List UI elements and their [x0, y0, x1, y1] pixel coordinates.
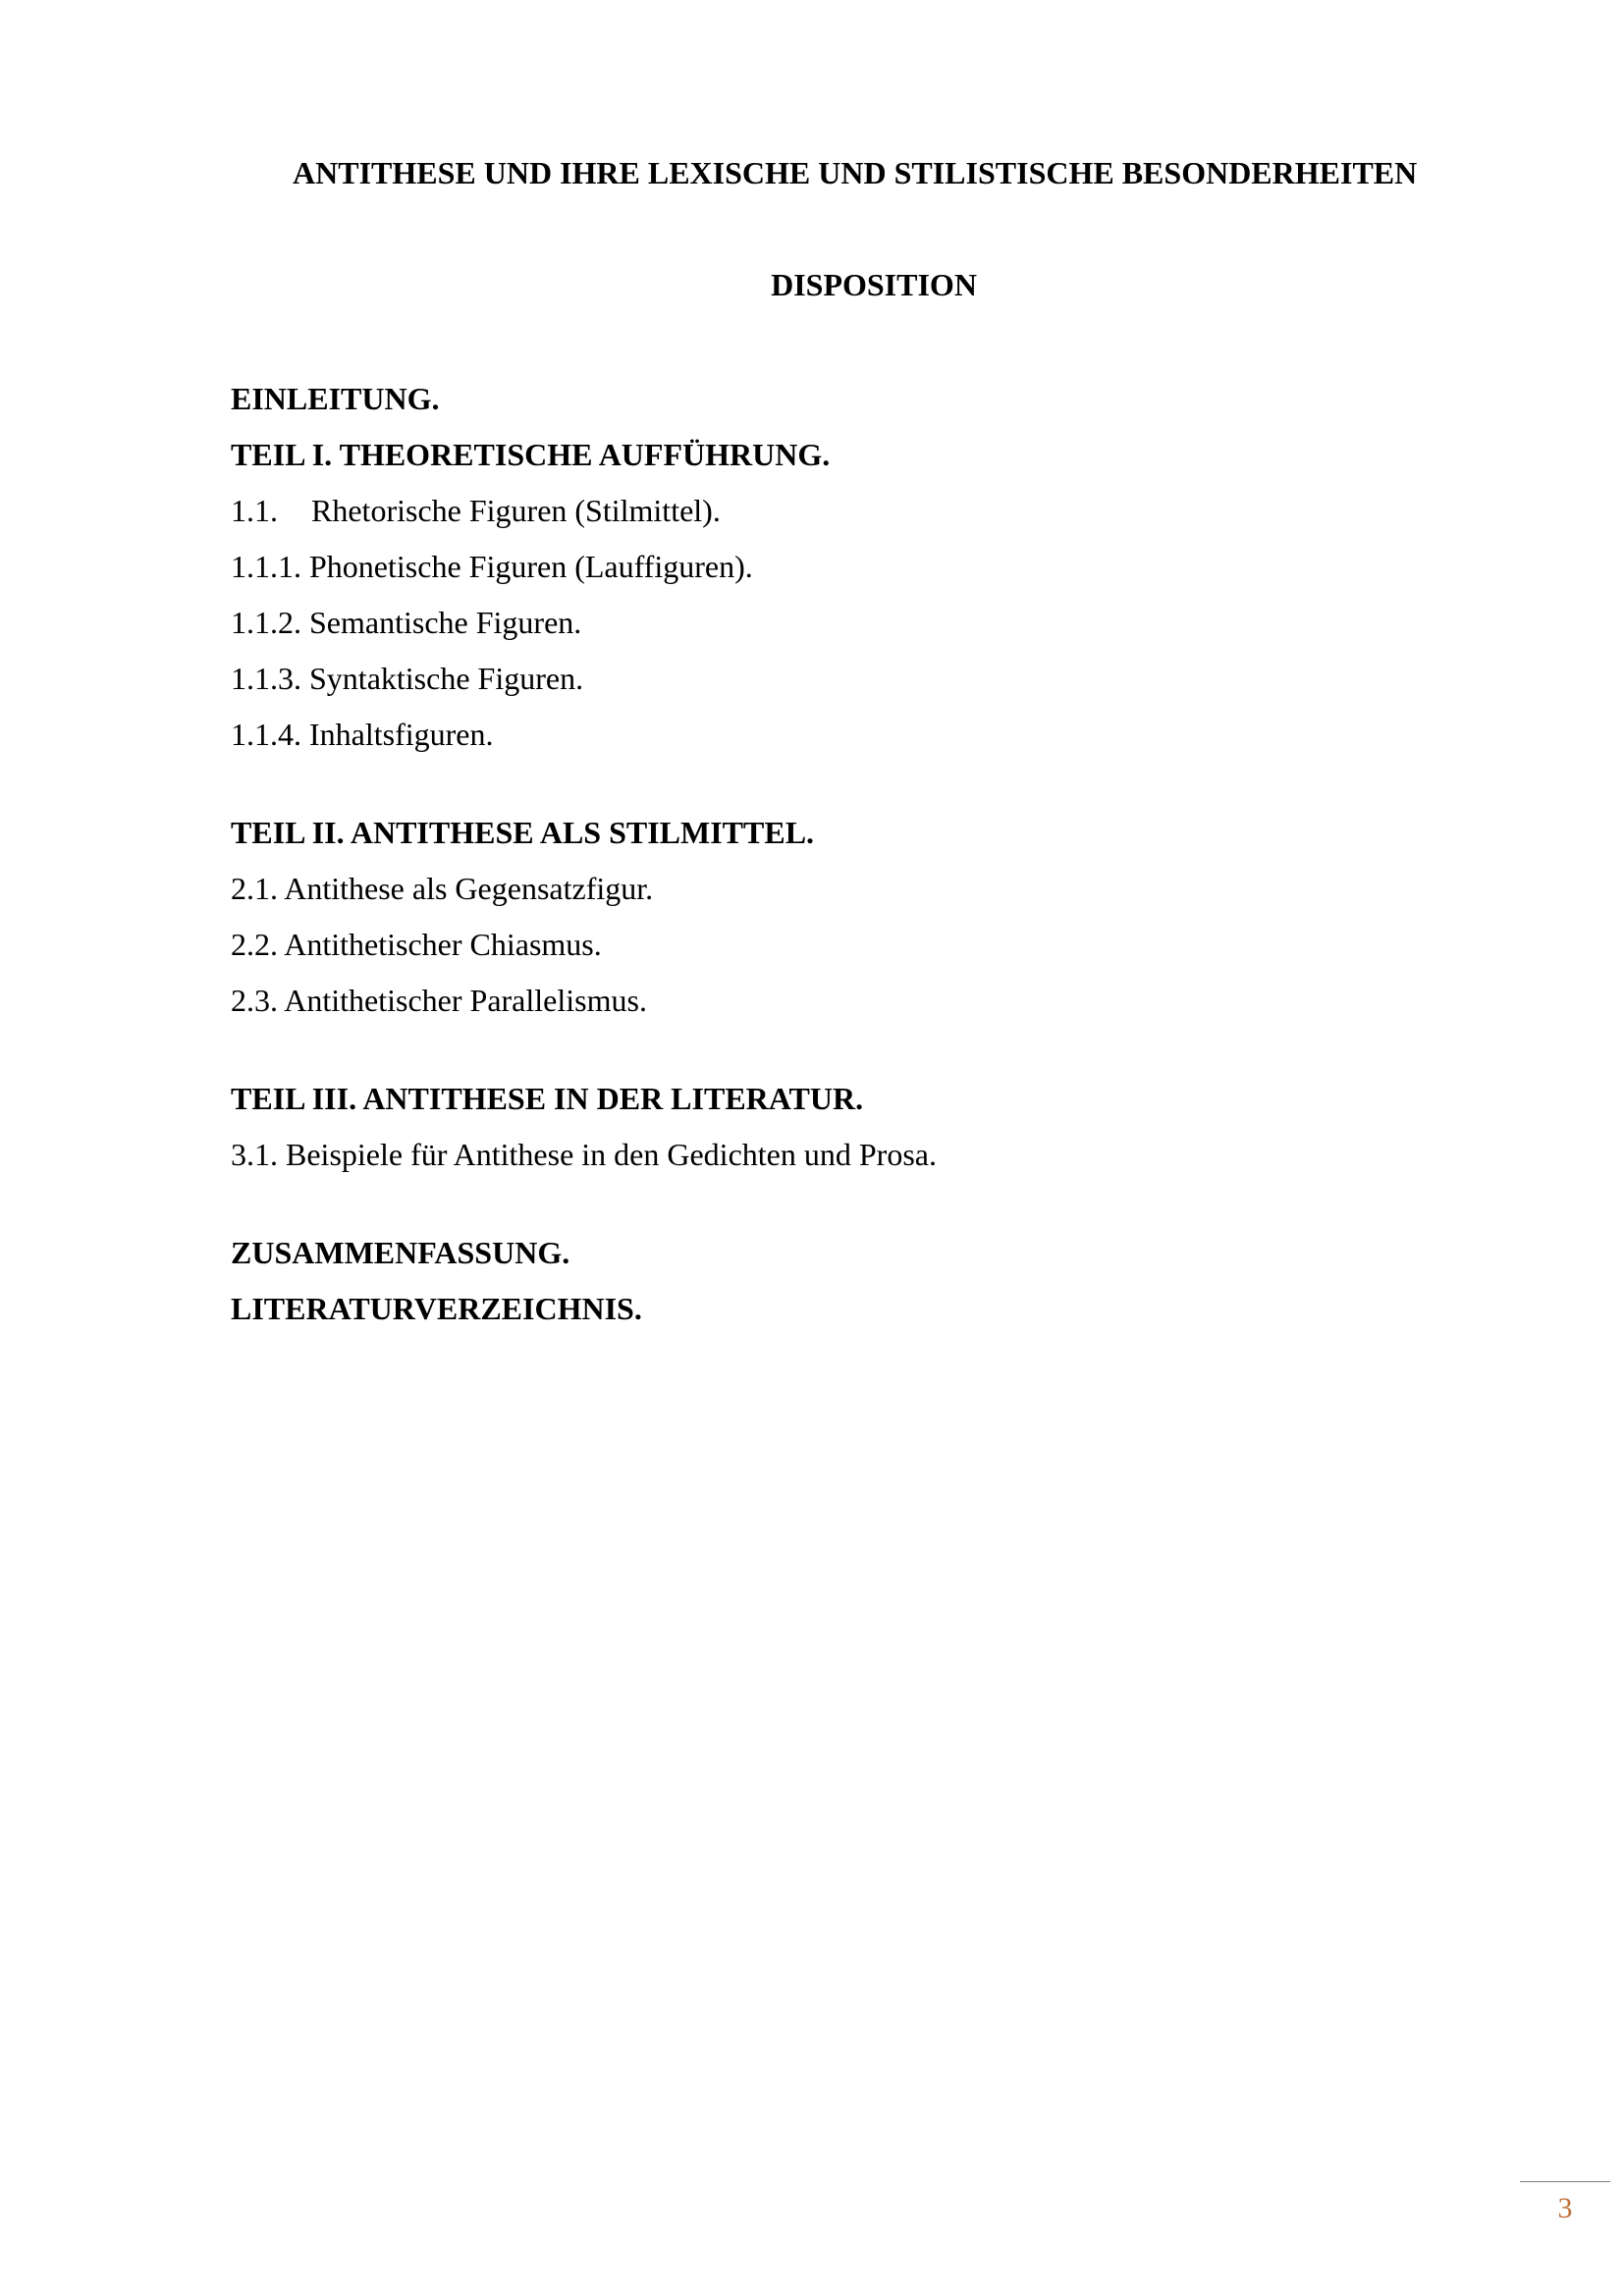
toc-teil-2-heading: TEIL II. ANTITHESE ALS STILMITTEL. — [231, 815, 815, 850]
document-title: ANTITHESE UND IHRE LEXISCHE UND STILISTISCHE BESONDERHEITEN — [293, 155, 1418, 190]
toc-item-1-1 — [231, 483, 1409, 539]
toc-item-1-1-4: 1.1.4. Inhaltsfiguren. — [231, 717, 494, 752]
toc-zusammenfassung: ZUSAMMENFASSUNG. — [231, 1235, 570, 1270]
toc-literaturverzeichnis: LITERATURVERZEICHNIS. — [231, 1291, 642, 1326]
toc-item-2-1: 2.1. Antithese als Gegensatzfigur. — [231, 871, 654, 906]
page-number-rule — [1520, 2181, 1610, 2182]
toc-item-3-1: 3.1. Beispiele für Antithese in den Gedichten und Prosa. — [231, 1137, 937, 1172]
toc-item-1-1-number: 1.1. — [231, 493, 278, 528]
toc-item-2-3: 2.3. Antithetischer Parallelismus. — [231, 983, 647, 1018]
toc-item-1-1-3: 1.1.3. Syntaktische Figuren. — [231, 661, 584, 696]
toc-item-1-1-1: 1.1.1. Phonetische Figuren (Lauffiguren). — [231, 549, 753, 584]
disposition-heading: DISPOSITION — [771, 267, 977, 302]
toc-item-2-2: 2.2. Antithetischer Chiasmus. — [231, 927, 602, 962]
toc-einleitung: EINLEITUNG. — [231, 381, 440, 416]
toc-teil-3-heading: TEIL III. ANTITHESE IN DER LITERATUR. — [231, 1081, 864, 1116]
page-number: 3 — [1557, 2192, 1573, 2224]
table-of-contents — [231, 371, 1409, 1337]
toc-teil-1-heading: TEIL I. THEORETISCHE AUFFÜHRUNG. — [231, 437, 831, 472]
toc-item-1-1-text: Rhetorische Figuren (Stilmittel). — [311, 493, 721, 528]
toc-item-1-1-2: 1.1.2. Semantische Figuren. — [231, 605, 582, 640]
